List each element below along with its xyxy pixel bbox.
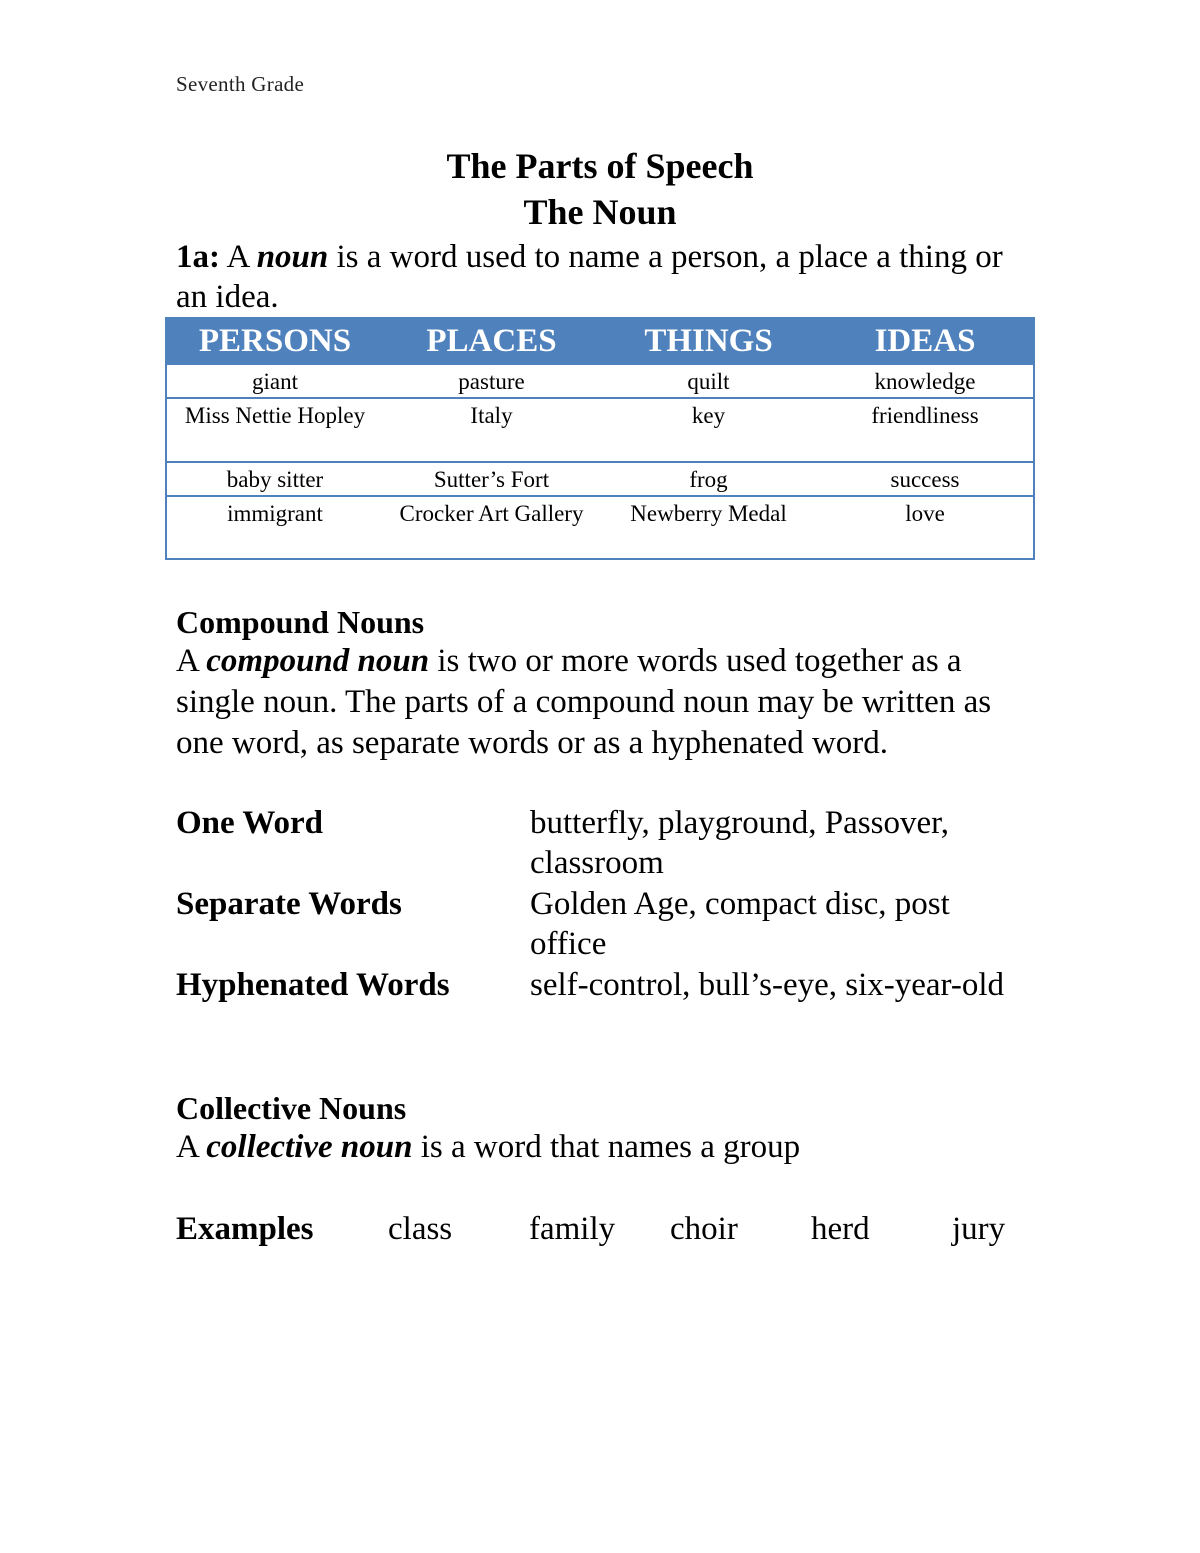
table-row <box>166 364 1034 398</box>
compound-row-label: Hyphenated Words <box>176 967 450 1003</box>
table-cell: success <box>817 462 1034 496</box>
table-cell: immigrant <box>166 496 383 559</box>
column-header-ideas: IDEAS <box>817 318 1034 364</box>
example-word: jury <box>952 1211 1006 1247</box>
definition-term: noun <box>256 239 329 275</box>
table-cell: baby sitter <box>166 462 383 496</box>
page-title: The Parts of Speech <box>446 146 754 186</box>
table-row <box>166 462 1034 496</box>
definition-text: is a word used to name a person, a place a thing or an idea. <box>176 239 1003 315</box>
table-cell: knowledge <box>817 364 1034 398</box>
column-header-places: PLACES <box>383 318 600 364</box>
compound-row-value: Golden Age, compact disc, post office <box>530 886 950 962</box>
page-subtitle: The Noun <box>523 192 677 232</box>
table-cell: key <box>600 398 817 462</box>
compound-definition-term: compound noun <box>206 643 430 679</box>
table-cell: quilt <box>600 364 817 398</box>
table-cell: Crocker Art Gallery <box>383 496 600 559</box>
table-cell: Italy <box>383 398 600 462</box>
table-cell: Newberry Medal <box>600 496 817 559</box>
examples-label: Examples <box>176 1211 314 1247</box>
table-row <box>166 398 1034 462</box>
table-cell: Miss Nettie Hopley <box>166 398 383 462</box>
column-header-persons: PERSONS <box>166 318 383 364</box>
table-header-row <box>166 318 1034 364</box>
table-row <box>166 496 1034 559</box>
table-cell: love <box>817 496 1034 559</box>
collective-definition-term: collective noun <box>206 1129 413 1165</box>
example-word: herd <box>811 1211 870 1247</box>
compound-definition-pre: A <box>176 643 199 679</box>
noun-examples-table <box>165 317 1035 560</box>
compound-noun-definition <box>176 641 1036 764</box>
definition-label: 1a: <box>176 239 220 275</box>
collective-definition-pre: A <box>176 1129 199 1165</box>
table-cell: giant <box>166 364 383 398</box>
grade-header: Seventh Grade <box>176 72 305 96</box>
collective-nouns-heading: Collective Nouns <box>176 1090 407 1126</box>
table-cell: pasture <box>383 364 600 398</box>
compound-definition-text: is two or more words used together as a single noun. The parts of a compound noun may be written as one word, as separate words or as a hyphenated word. <box>176 643 992 761</box>
compound-row-label: Separate Words <box>176 886 402 922</box>
noun-definition <box>176 237 1006 317</box>
compound-row-value: self-control, bull’s-eye, six-year-old <box>530 967 1005 1003</box>
table-cell: Sutter’s Fort <box>383 462 600 496</box>
definition-pre: A <box>226 239 249 275</box>
collective-definition-text: is a word that names a group <box>420 1129 801 1165</box>
compound-row-value: butterfly, playground, Passover, classroom <box>530 805 950 881</box>
compound-row-label: One Word <box>176 805 324 841</box>
example-word: family <box>529 1211 616 1247</box>
table-cell: frog <box>600 462 817 496</box>
example-word: choir <box>670 1211 738 1247</box>
column-header-things: THINGS <box>600 318 817 364</box>
table-cell: friendliness <box>817 398 1034 462</box>
collective-noun-definition <box>176 1127 1036 1168</box>
example-word: class <box>388 1211 453 1247</box>
compound-nouns-heading: Compound Nouns <box>176 604 425 640</box>
